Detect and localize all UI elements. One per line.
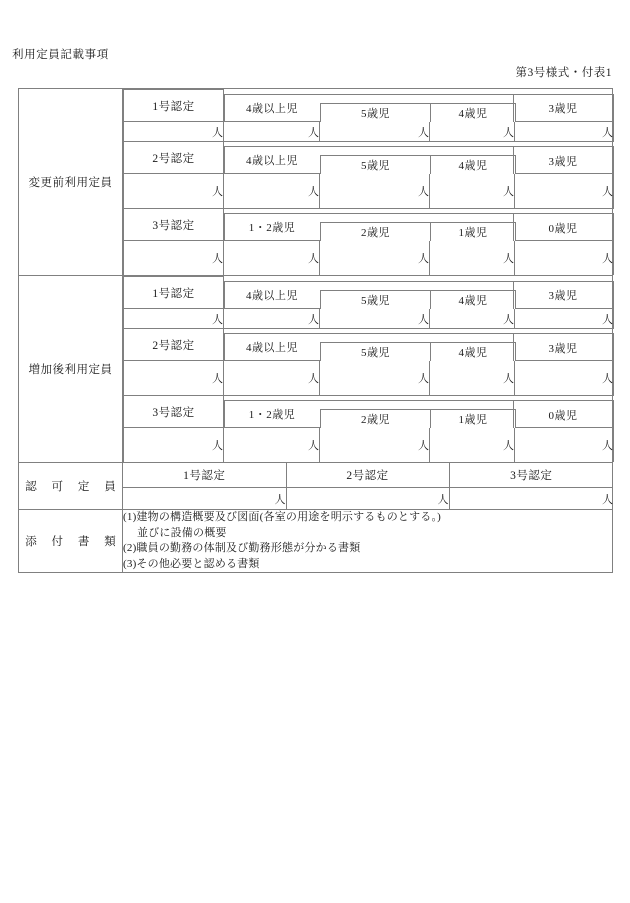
approved-value-cell[interactable]: 人 xyxy=(123,488,286,510)
attachment-item: (1)建物の構造概要及び図面(各室の用途を明示するものとする。) xyxy=(123,511,442,523)
sub-header-1-1: 4歳児 xyxy=(431,290,516,309)
value-cell[interactable]: 人 xyxy=(430,241,515,276)
value-cell[interactable]: 人 xyxy=(320,174,430,209)
table-row xyxy=(123,488,613,510)
sub-header-3-0: 2歳児 xyxy=(321,223,431,242)
approved-value-cell[interactable]: 人 xyxy=(449,488,613,510)
table-row xyxy=(124,428,614,463)
band xyxy=(224,396,614,427)
separate-header-1: 3歳児 xyxy=(513,281,614,309)
table-row xyxy=(124,142,614,174)
sub-head-grid xyxy=(320,222,516,241)
sub-head-grid xyxy=(320,409,516,428)
form-table-body xyxy=(19,89,613,573)
sub-head-grid xyxy=(320,342,516,361)
value-cell[interactable]: 人 xyxy=(515,241,614,276)
value-cell[interactable]: 人 xyxy=(224,361,320,396)
value-cell[interactable]: 人 xyxy=(320,361,430,396)
attachments-list xyxy=(123,510,613,573)
form-table xyxy=(18,88,613,573)
value-cell[interactable]: 人 xyxy=(320,309,430,329)
form-number: 第3号様式・付表1 xyxy=(515,67,612,79)
section-blocks-before xyxy=(123,89,613,276)
value-cell[interactable]: 人 xyxy=(430,361,515,396)
approved-capacity-grid xyxy=(123,463,613,510)
separate-header-2: 3歳児 xyxy=(513,333,614,361)
sub-head-grid xyxy=(320,155,516,174)
table-row xyxy=(124,396,614,428)
sub-head-grid xyxy=(320,103,516,122)
value-cell[interactable]: 人 xyxy=(320,241,430,276)
value-cell[interactable]: 人 xyxy=(430,309,515,329)
value-cell[interactable]: 人 xyxy=(515,174,614,209)
value-cell[interactable]: 人 xyxy=(124,174,224,209)
table-row xyxy=(124,209,614,241)
attachments-label: 添 付 書 類 xyxy=(19,510,123,573)
inner-grid xyxy=(123,89,614,275)
approved-capacity-label: 認 可 定 員 xyxy=(19,463,123,510)
group-header-3: 1・2歳児 xyxy=(248,222,296,234)
band xyxy=(224,142,614,173)
cert-label-1: 1号認定 xyxy=(124,90,224,122)
section-blocks-after xyxy=(123,276,613,463)
age-group-band-2 xyxy=(224,142,614,174)
age-group-band-2 xyxy=(224,329,614,361)
sub-header-3-1: 1歳児 xyxy=(431,223,516,242)
value-cell[interactable]: 人 xyxy=(124,361,224,396)
band xyxy=(224,329,614,360)
band xyxy=(224,90,614,121)
sub-header-1-1: 4歳児 xyxy=(431,103,516,122)
sub-header-2-0: 5歳児 xyxy=(321,343,431,362)
value-cell[interactable]: 人 xyxy=(430,174,515,209)
age-group-band-3 xyxy=(224,396,614,428)
attachment-item: 並びに設備の概要 xyxy=(137,526,227,539)
attachment-item: (2)職員の勤務の体制及び勤務形態が分かる書類 xyxy=(123,542,361,554)
band xyxy=(224,209,614,240)
table-row xyxy=(124,309,614,329)
value-cell[interactable]: 人 xyxy=(224,428,320,463)
table-row xyxy=(19,89,613,276)
approved-value-cell[interactable]: 人 xyxy=(286,488,449,510)
value-cell[interactable]: 人 xyxy=(124,309,224,329)
cert-label-1: 1号認定 xyxy=(124,277,224,309)
group-header-1: 4歳以上児 xyxy=(246,102,298,115)
value-cell[interactable]: 人 xyxy=(430,122,515,142)
separate-header-2: 3歳児 xyxy=(513,146,614,174)
table-row xyxy=(124,90,614,122)
age-group-band-3 xyxy=(224,209,614,241)
table-row xyxy=(124,241,614,276)
value-cell[interactable]: 人 xyxy=(224,122,320,142)
table-row xyxy=(124,122,614,142)
sub-header-2-1: 4歳児 xyxy=(431,343,516,362)
value-cell[interactable]: 人 xyxy=(124,428,224,463)
table-row xyxy=(123,463,613,488)
sub-header-3-1: 1歳児 xyxy=(431,410,516,429)
table-row xyxy=(124,174,614,209)
capacity-form-table xyxy=(18,88,612,573)
value-cell[interactable]: 人 xyxy=(224,174,320,209)
approved-col-header-2: 3号認定 xyxy=(449,463,613,488)
value-cell[interactable]: 人 xyxy=(124,241,224,276)
band xyxy=(224,277,614,308)
value-cell[interactable]: 人 xyxy=(224,241,320,276)
value-cell[interactable]: 人 xyxy=(224,309,320,329)
sub-header-2-1: 4歳児 xyxy=(431,156,516,175)
group-header-2: 4歳以上児 xyxy=(246,342,298,354)
inner-grid xyxy=(123,463,613,509)
sub-header-3-0: 2歳児 xyxy=(321,410,431,429)
table-row xyxy=(19,463,613,510)
cert-label-2: 2号認定 xyxy=(124,142,224,174)
value-cell[interactable]: 人 xyxy=(430,428,515,463)
separate-header-3: 0歳児 xyxy=(513,213,614,241)
inner-grid xyxy=(123,276,614,462)
group-header-1: 4歳以上児 xyxy=(246,289,298,302)
table-row xyxy=(124,329,614,361)
value-cell[interactable]: 人 xyxy=(515,122,614,142)
section-label-before: 変更前利用定員 xyxy=(19,89,123,276)
table-row xyxy=(124,361,614,396)
page-title: 利用定員記載事項 xyxy=(12,49,109,61)
group-header-3: 1・2歳児 xyxy=(248,409,296,421)
separate-header-3: 0歳児 xyxy=(513,400,614,428)
value-cell[interactable]: 人 xyxy=(515,309,614,329)
approved-col-header-1: 2号認定 xyxy=(286,463,449,488)
value-cell[interactable]: 人 xyxy=(320,122,430,142)
sub-header-1-0: 5歳児 xyxy=(321,290,431,309)
cert-label-3: 3号認定 xyxy=(124,396,224,428)
separate-header-1: 3歳児 xyxy=(513,94,614,122)
value-cell[interactable]: 人 xyxy=(320,428,430,463)
group-header-2: 4歳以上児 xyxy=(246,155,298,167)
age-group-band-1 xyxy=(224,277,614,309)
value-cell[interactable]: 人 xyxy=(515,428,614,463)
age-group-band-1 xyxy=(224,90,614,122)
sub-header-1-0: 5歳児 xyxy=(321,103,431,122)
table-row xyxy=(19,510,613,573)
attachment-item: (3)その他必要と認める書類 xyxy=(123,557,260,570)
approved-col-header-0: 1号認定 xyxy=(123,463,286,488)
table-row xyxy=(124,277,614,309)
sub-head-grid xyxy=(320,290,516,309)
cert-label-3: 3号認定 xyxy=(124,209,224,241)
value-cell[interactable]: 人 xyxy=(515,361,614,396)
section-label-after: 増加後利用定員 xyxy=(19,276,123,463)
value-cell[interactable]: 人 xyxy=(124,122,224,142)
sub-header-2-0: 5歳児 xyxy=(321,156,431,175)
table-row xyxy=(19,276,613,463)
cert-label-2: 2号認定 xyxy=(124,329,224,361)
